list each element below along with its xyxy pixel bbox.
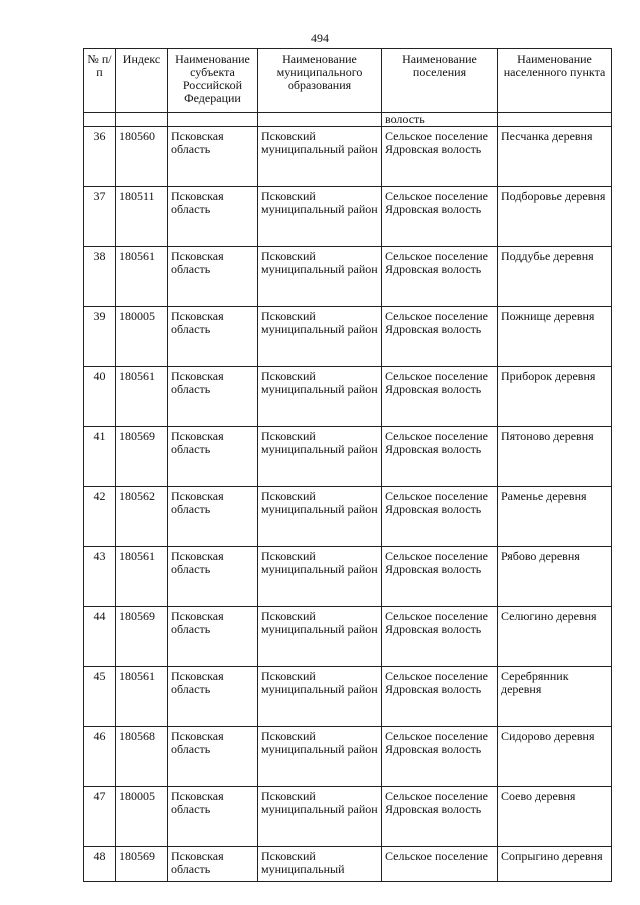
table-row (84, 307, 612, 367)
cell-index: 180561 (116, 247, 168, 307)
cell-municipality (258, 113, 382, 127)
cell-municipality: Псковский муниципальный район (258, 247, 382, 307)
table-header-row (84, 49, 612, 113)
table-row (84, 367, 612, 427)
cell-locality (498, 113, 612, 127)
cell-num: 42 (84, 487, 116, 547)
cell-settlement: Сельское поселение Ядровская волость (382, 367, 498, 427)
cell-locality: Соево деревня (498, 787, 612, 847)
cell-locality: Пожнище деревня (498, 307, 612, 367)
cell-num: 44 (84, 607, 116, 667)
cell-region: Псковская область (168, 187, 258, 247)
cell-locality: Пятоново деревня (498, 427, 612, 487)
cell-region: Псковская область (168, 787, 258, 847)
cell-municipality: Псковский муниципальный район (258, 367, 382, 427)
cell-num: 43 (84, 547, 116, 607)
table-row (84, 847, 612, 882)
header-index: Индекс (116, 49, 168, 113)
header-locality: Наименование населенного пункта (498, 49, 612, 113)
cell-municipality: Псковский муниципальный район (258, 667, 382, 727)
cell-settlement: Сельское поселение Ядровская волость (382, 427, 498, 487)
cell-index: 180560 (116, 127, 168, 187)
cell-region: Псковская область (168, 307, 258, 367)
cell-region: Псковская область (168, 547, 258, 607)
cell-index: 180569 (116, 607, 168, 667)
table-row (84, 247, 612, 307)
cell-num: 46 (84, 727, 116, 787)
cell-num: 48 (84, 847, 116, 882)
cell-settlement: Сельское поселение Ядровская волость (382, 607, 498, 667)
cell-region: Псковская область (168, 607, 258, 667)
cell-municipality: Псковский муниципальный район (258, 187, 382, 247)
cell-locality: Песчанка деревня (498, 127, 612, 187)
cell-settlement: Сельское поселение Ядровская волость (382, 187, 498, 247)
cell-num: 36 (84, 127, 116, 187)
cell-region (168, 113, 258, 127)
cell-locality: Сопрыгино деревня (498, 847, 612, 882)
cell-index: 180568 (116, 727, 168, 787)
cell-index: 180562 (116, 487, 168, 547)
cell-settlement: Сельское поселение Ядровская волость (382, 547, 498, 607)
cell-settlement: волость (382, 113, 498, 127)
cell-num: 45 (84, 667, 116, 727)
cell-locality: Поддубье деревня (498, 247, 612, 307)
cell-settlement: Сельское поселение Ядровская волость (382, 247, 498, 307)
cell-num: 37 (84, 187, 116, 247)
cell-municipality: Псковский муниципальный район (258, 787, 382, 847)
cell-municipality: Псковский муниципальный район (258, 607, 382, 667)
table-row (84, 187, 612, 247)
cell-num: 41 (84, 427, 116, 487)
cell-municipality: Псковский муниципальный район (258, 487, 382, 547)
cell-locality: Подборовье деревня (498, 187, 612, 247)
table-row (84, 727, 612, 787)
cell-index: 180561 (116, 667, 168, 727)
cell-locality: Раменье деревня (498, 487, 612, 547)
cell-index: 180511 (116, 187, 168, 247)
cell-region: Псковская область (168, 667, 258, 727)
cell-municipality: Псковский муниципальный район (258, 307, 382, 367)
cell-num: 47 (84, 787, 116, 847)
cell-region: Псковская область (168, 367, 258, 427)
cell-locality: Сидорово деревня (498, 727, 612, 787)
cell-num (84, 113, 116, 127)
continuation-row (84, 113, 612, 127)
cell-index: 180561 (116, 367, 168, 427)
table-row (84, 787, 612, 847)
table-row (84, 127, 612, 187)
table-row (84, 547, 612, 607)
table-row (84, 487, 612, 547)
cell-municipality: Псковский муниципальный район (258, 727, 382, 787)
cell-municipality: Псковский муниципальный (258, 847, 382, 882)
cell-index: 180561 (116, 547, 168, 607)
cell-settlement: Сельское поселение Ядровская волость (382, 727, 498, 787)
cell-settlement: Сельское поселение Ядровская волость (382, 307, 498, 367)
cell-region: Псковская область (168, 427, 258, 487)
cell-municipality: Псковский муниципальный район (258, 547, 382, 607)
cell-settlement: Сельское поселение Ядровская волость (382, 487, 498, 547)
cell-num: 39 (84, 307, 116, 367)
localities-table (83, 48, 612, 882)
cell-region: Псковская область (168, 847, 258, 882)
table-row (84, 607, 612, 667)
cell-settlement: Сельское поселение (382, 847, 498, 882)
header-municipality: Наименование муниципального образования (258, 49, 382, 113)
cell-num: 38 (84, 247, 116, 307)
header-settlement: Наименование поселения (382, 49, 498, 113)
cell-index: 180005 (116, 787, 168, 847)
header-num: № п/п (84, 49, 116, 113)
table-row (84, 427, 612, 487)
cell-num: 40 (84, 367, 116, 427)
cell-settlement: Сельское поселение Ядровская волость (382, 787, 498, 847)
cell-index: 180569 (116, 427, 168, 487)
cell-locality: Селюгино деревня (498, 607, 612, 667)
page-number: 494 (311, 31, 329, 45)
table-row (84, 667, 612, 727)
cell-settlement: Сельское поселение Ядровская волость (382, 127, 498, 187)
cell-locality: Приборок деревня (498, 367, 612, 427)
cell-municipality: Псковский муниципальный район (258, 127, 382, 187)
cell-index (116, 113, 168, 127)
header-region: Наименование субъекта Российской Федерации (168, 49, 258, 113)
cell-region: Псковская область (168, 487, 258, 547)
cell-index: 180005 (116, 307, 168, 367)
cell-index: 180569 (116, 847, 168, 882)
cell-settlement: Сельское поселение Ядровская волость (382, 667, 498, 727)
cell-region: Псковская область (168, 127, 258, 187)
cell-municipality: Псковский муниципальный район (258, 427, 382, 487)
cell-locality: Серебрянник деревня (498, 667, 612, 727)
cell-locality: Рябово деревня (498, 547, 612, 607)
cell-region: Псковская область (168, 247, 258, 307)
cell-region: Псковская область (168, 727, 258, 787)
